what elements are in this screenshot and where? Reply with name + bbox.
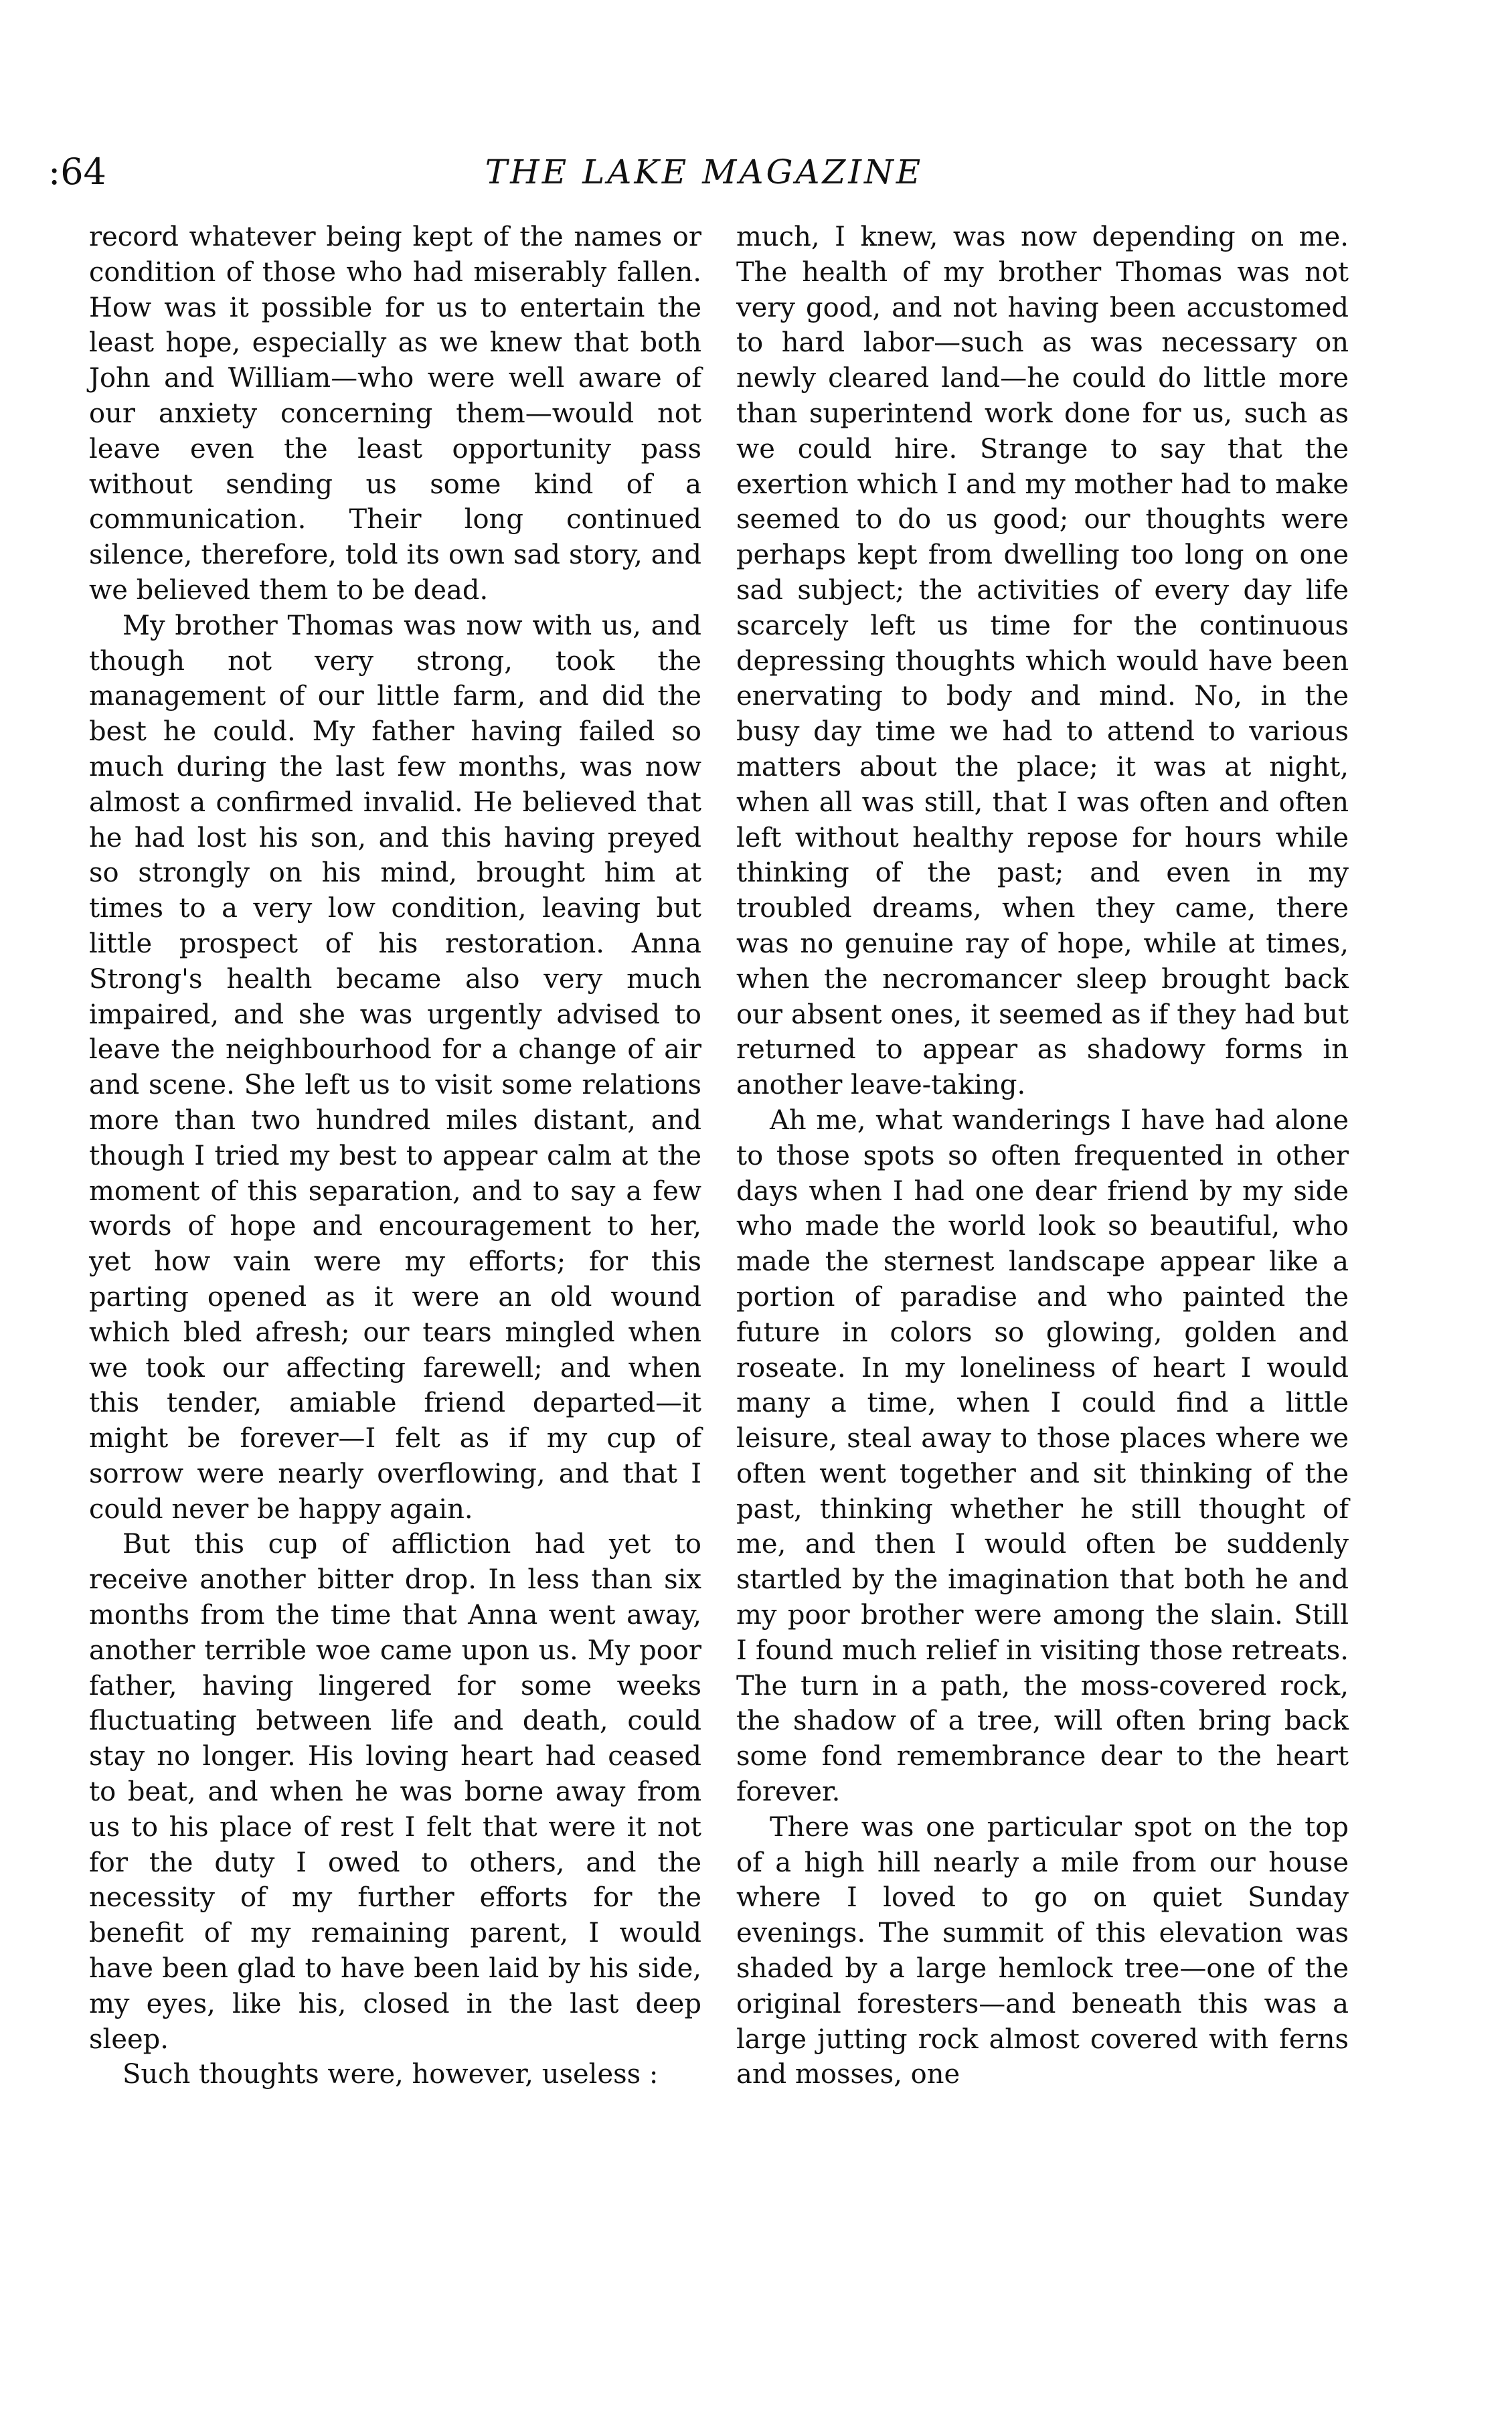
left-column bbox=[89, 220, 701, 2092]
page-number: :64 bbox=[48, 151, 106, 193]
right-column bbox=[736, 220, 1349, 2092]
paragraph: My brother Thomas was now with us, and though not very strong, took the management of our little farm, and did the best he could. My father having failed so much during the last few months, was now almost a confirmed invalid. He believed that he had lost his son, and this having preyed so strongly on his mind, brought him at times to a very low condition, leaving but little prospect of his restoration. Anna Strong's health became also very much impaired, and she was urgently advised to leave the neighbourhood for a change of air and scene. She left us to visit some relations more than two hundred miles distant, and though I tried my best to appear calm at the moment of this separation, and to say a few words of hope and encouragement to her, yet how vain were my efforts; for this parting opened as it were an old wound which bled afresh; our tears mingled when we took our affecting farewell; and when this tender, amiable friend departed—it might be forever—I felt as if my cup of sorrow were nearly overflowing, and that I could never be happy again. bbox=[89, 610, 701, 1525]
running-title: THE LAKE MAGAZINE bbox=[485, 153, 924, 191]
paragraph: Ah me, what wanderings I have had alone to those spots so often frequented in other days when I had one dear friend by my side who made the world look so beautiful, who made the sternest landscape appear like a portion of paradise and who painted the future in colors so glowing, golden and roseate. In my loneliness of heart I would many a time, when I could find a little leisure, steal away to those places where we often went together and sit thinking of the past, thinking whether he still thought of me, and then I would often be suddenly startled by the imagination that both he and my poor brother were among the slain. Still I found much relief in visiting those retreats. The turn in a path, the moss-covered rock, the shadow of a tree, will often bring back some fond remembrance dear to the heart forever. bbox=[736, 1104, 1349, 1808]
paragraph: There was one particular spot on the top of a high hill nearly a mile from our house where I loved to go on quiet Sunday evenings. The summit of this elevation was shaded by a large hemlock tree—one of the original foresters—and beneath this was a large jutting rock almost covered with ferns and mosses, one bbox=[736, 1811, 1349, 2090]
page-header bbox=[48, 149, 1360, 195]
paragraph: much, I knew, was now depending on me. The health of my brother Thomas was not very good, and not having been accustomed to hard labor—such as was necessary on newly cleared land—he could do little more than superintend work done for us, such as we could hire. Strange to say that the exertion which I and my mother had to make seemed to do us good; our thoughts were perhaps kept from dwelling too long on one sad subject; the activities of every day life scarcely left us time for the continuous depressing thoughts which would have been enervating to body and mind. No, in the busy day time we had to attend to various matters about the place; it was at night, when all was still, that I was often and often left without healthy repose for hours while thinking of the past; and even in my troubled dreams, when they came, there was no genuine ray of hope, while at times, when the necromancer sleep brought back our absent ones, it seemed as if they had but returned to appear as shadowy forms in another leave-taking. bbox=[736, 222, 1349, 1101]
paragraph: Such thoughts were, however, useless : bbox=[122, 2059, 659, 2090]
paragraph: But this cup of affliction had yet to receive another bitter drop. In less than six months from the time that Anna went away, another terrible woe came upon us. My poor father, having lingered for some weeks fluctuating between life and death, could stay no longer. His loving heart had ceased to beat, and when he was borne away from us to his place of rest I felt that were it not for the duty I owed to others, and the necessity of my further efforts for the benefit of my remaining parent, I would have been glad to have been laid by his side, my eyes, like his, closed in the last deep sleep. bbox=[89, 1529, 701, 2055]
paragraph: record whatever being kept of the names or condition of those who had miserably fallen. How was it possible for us to entertain the least hope, especially as we knew that both John and William—who were well aware of our anxiety concerning them—would not leave even the least opportunity pass without sending us some kind of a communication. Their long continued silence, therefore, told its own sad story, and we believed them to be dead. bbox=[89, 222, 701, 606]
